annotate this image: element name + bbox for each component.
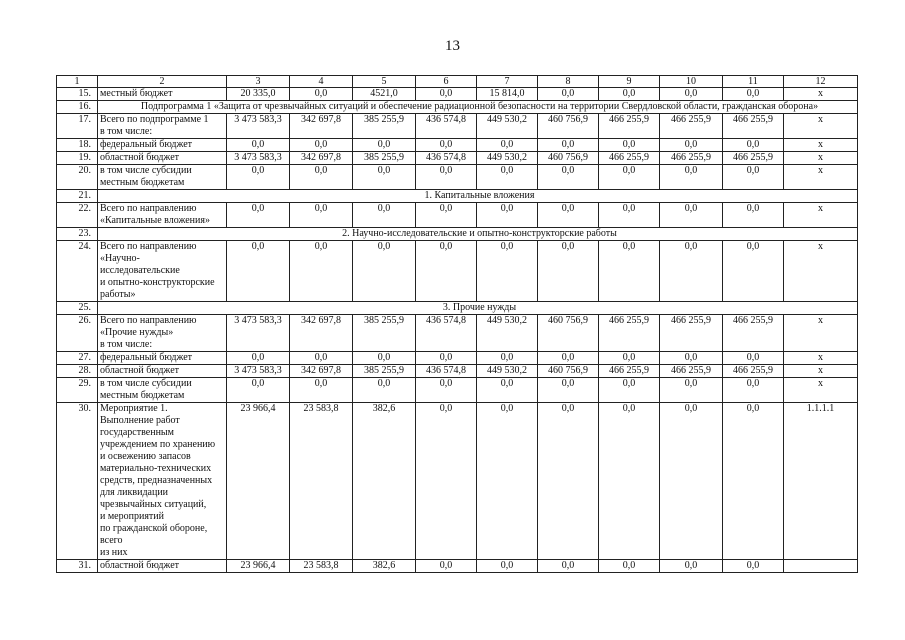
row-number: 16. (57, 101, 98, 114)
amount-cell: 342 697,8 (290, 114, 353, 139)
row-label-line: и освежению запасов (100, 451, 191, 462)
table-row (57, 403, 858, 560)
amount-cell: 0,0 (353, 139, 416, 152)
amount-cell: 466 255,9 (599, 315, 660, 352)
page-number: 13 (445, 38, 460, 54)
row-number: 20. (57, 165, 98, 190)
note-cell: x (784, 152, 858, 165)
column-number: 12 (784, 76, 858, 88)
amount-cell: 342 697,8 (290, 365, 353, 378)
row-label (98, 365, 227, 378)
amount-cell: 0,0 (477, 165, 538, 190)
section-row (57, 228, 858, 241)
row-label-line: работы» (100, 289, 136, 300)
amount-cell: 0,0 (723, 139, 784, 152)
note-cell: x (784, 241, 858, 302)
budget-table (56, 75, 858, 573)
row-label-line: государственным (100, 427, 174, 438)
section-title: 2. Научно-исследовательские и опытно-конструкторские работы (98, 228, 858, 241)
row-label-line: «Научно- (100, 253, 140, 264)
row-label-line: всего (100, 535, 123, 546)
amount-cell: 342 697,8 (290, 152, 353, 165)
amount-cell: 0,0 (660, 378, 723, 403)
amount-cell: 0,0 (227, 352, 290, 365)
amount-cell: 0,0 (723, 203, 784, 228)
row-label (98, 114, 227, 139)
column-number: 11 (723, 76, 784, 88)
amount-cell: 0,0 (353, 165, 416, 190)
row-number: 28. (57, 365, 98, 378)
amount-cell: 466 255,9 (599, 152, 660, 165)
amount-cell: 0,0 (538, 403, 599, 560)
row-label-line: Всего по подпрограмме 1 (100, 114, 209, 125)
row-label (98, 203, 227, 228)
section-title: 3. Прочие нужды (98, 302, 858, 315)
amount-cell: 0,0 (723, 560, 784, 573)
amount-cell: 0,0 (353, 241, 416, 302)
amount-cell: 0,0 (416, 403, 477, 560)
amount-cell: 0,0 (723, 88, 784, 101)
amount-cell: 0,0 (538, 241, 599, 302)
amount-cell: 0,0 (538, 378, 599, 403)
amount-cell: 449 530,2 (477, 365, 538, 378)
amount-cell: 0,0 (416, 378, 477, 403)
row-label-line: федеральный бюджет (100, 352, 193, 363)
amount-cell: 0,0 (227, 378, 290, 403)
row-label-line: Мероприятие 1. (100, 403, 168, 414)
amount-cell: 385 255,9 (353, 152, 416, 165)
section-row (57, 101, 858, 114)
amount-cell: 0,0 (538, 88, 599, 101)
table-row (57, 152, 858, 165)
amount-cell: 0,0 (660, 139, 723, 152)
row-number: 29. (57, 378, 98, 403)
section-title: 1. Капитальные вложения (98, 190, 858, 203)
row-label-line: в том числе субсидии (100, 378, 192, 389)
row-label-line: федеральный бюджет (100, 139, 193, 150)
row-label-line: в том числе: (100, 339, 153, 350)
column-number: 8 (538, 76, 599, 88)
amount-cell: 0,0 (477, 403, 538, 560)
amount-cell: 466 255,9 (660, 152, 723, 165)
note-cell: x (784, 365, 858, 378)
row-label-line: Выполнение работ (100, 415, 180, 426)
amount-cell: 0,0 (723, 378, 784, 403)
row-label-line: в том числе: (100, 126, 153, 137)
column-number: 6 (416, 76, 477, 88)
amount-cell: 0,0 (416, 165, 477, 190)
row-label (98, 352, 227, 365)
row-number: 21. (57, 190, 98, 203)
row-label (98, 139, 227, 152)
table-row (57, 114, 858, 139)
amount-cell: 0,0 (416, 139, 477, 152)
amount-cell: 4521,0 (353, 88, 416, 101)
note-cell: x (784, 114, 858, 139)
row-label-line: местный бюджет (100, 88, 173, 99)
row-label (98, 152, 227, 165)
amount-cell: 466 255,9 (723, 365, 784, 378)
amount-cell: 436 574,8 (416, 315, 477, 352)
amount-cell: 436 574,8 (416, 365, 477, 378)
amount-cell: 0,0 (599, 139, 660, 152)
amount-cell: 0,0 (660, 403, 723, 560)
amount-cell: 460 756,9 (538, 315, 599, 352)
amount-cell: 0,0 (416, 352, 477, 365)
amount-cell: 0,0 (416, 241, 477, 302)
row-number: 27. (57, 352, 98, 365)
amount-cell: 0,0 (227, 241, 290, 302)
amount-cell: 466 255,9 (599, 365, 660, 378)
amount-cell: 449 530,2 (477, 315, 538, 352)
row-label-line: средств, предназначенных (100, 475, 213, 486)
row-label-line: местным бюджетам (100, 390, 185, 401)
table-row (57, 203, 858, 228)
amount-cell: 15 814,0 (477, 88, 538, 101)
row-label-line: Всего по направлению (100, 241, 197, 252)
row-label-line: из них (100, 547, 128, 558)
table-row (57, 165, 858, 190)
amount-cell: 466 255,9 (723, 315, 784, 352)
row-label-line: для ликвидации (100, 487, 169, 498)
row-number: 25. (57, 302, 98, 315)
amount-cell: 0,0 (477, 352, 538, 365)
amount-cell: 385 255,9 (353, 365, 416, 378)
note-cell: x (784, 203, 858, 228)
amount-cell: 0,0 (599, 403, 660, 560)
amount-cell: 20 335,0 (227, 88, 290, 101)
row-number: 26. (57, 315, 98, 352)
row-label (98, 378, 227, 403)
amount-cell: 0,0 (227, 203, 290, 228)
row-number: 17. (57, 114, 98, 139)
amount-cell: 0,0 (416, 88, 477, 101)
table-row (57, 352, 858, 365)
amount-cell: 0,0 (538, 165, 599, 190)
amount-cell: 449 530,2 (477, 152, 538, 165)
amount-cell: 0,0 (290, 203, 353, 228)
column-number: 7 (477, 76, 538, 88)
amount-cell: 0,0 (227, 165, 290, 190)
amount-cell: 0,0 (660, 560, 723, 573)
row-label-line: «Прочие нужды» (100, 327, 174, 338)
amount-cell: 0,0 (290, 88, 353, 101)
row-label-line: по гражданской обороне, (100, 523, 208, 534)
amount-cell: 0,0 (290, 241, 353, 302)
amount-cell: 0,0 (660, 203, 723, 228)
row-label (98, 241, 227, 302)
amount-cell: 0,0 (723, 241, 784, 302)
amount-cell: 0,0 (538, 352, 599, 365)
amount-cell: 466 255,9 (660, 315, 723, 352)
note-cell: x (784, 352, 858, 365)
amount-cell: 385 255,9 (353, 315, 416, 352)
row-number: 24. (57, 241, 98, 302)
amount-cell: 0,0 (290, 378, 353, 403)
amount-cell: 3 473 583,3 (227, 315, 290, 352)
note-cell (784, 560, 858, 573)
amount-cell: 0,0 (477, 241, 538, 302)
amount-cell: 0,0 (599, 352, 660, 365)
table-row (57, 139, 858, 152)
row-number: 22. (57, 203, 98, 228)
column-number: 4 (290, 76, 353, 88)
row-label (98, 88, 227, 101)
amount-cell: 0,0 (660, 165, 723, 190)
row-number: 31. (57, 560, 98, 573)
amount-cell: 460 756,9 (538, 365, 599, 378)
amount-cell: 0,0 (416, 203, 477, 228)
amount-cell: 0,0 (538, 203, 599, 228)
note-cell: 1.1.1.1 (784, 403, 858, 560)
amount-cell: 466 255,9 (599, 114, 660, 139)
amount-cell: 23 966,4 (227, 403, 290, 560)
column-number: 2 (98, 76, 227, 88)
amount-cell: 436 574,8 (416, 114, 477, 139)
table-body (57, 76, 858, 573)
column-number: 1 (57, 76, 98, 88)
amount-cell: 449 530,2 (477, 114, 538, 139)
amount-cell: 0,0 (599, 378, 660, 403)
row-label-line: и мероприятий (100, 511, 164, 522)
amount-cell: 3 473 583,3 (227, 152, 290, 165)
row-number: 18. (57, 139, 98, 152)
row-label (98, 560, 227, 573)
column-number: 5 (353, 76, 416, 88)
amount-cell: 436 574,8 (416, 152, 477, 165)
table-row (57, 365, 858, 378)
row-number: 15. (57, 88, 98, 101)
row-label-line: материально-технических (100, 463, 212, 474)
amount-cell: 0,0 (538, 560, 599, 573)
row-label-line: Всего по направлению (100, 203, 197, 214)
row-label (98, 165, 227, 190)
note-cell: x (784, 315, 858, 352)
amount-cell: 342 697,8 (290, 315, 353, 352)
amount-cell: 0,0 (477, 139, 538, 152)
table-row (57, 315, 858, 352)
amount-cell: 466 255,9 (723, 152, 784, 165)
row-label-line: в том числе субсидии (100, 165, 192, 176)
amount-cell: 23 583,8 (290, 560, 353, 573)
amount-cell: 3 473 583,3 (227, 114, 290, 139)
amount-cell: 0,0 (599, 165, 660, 190)
table-row (57, 378, 858, 403)
row-number: 19. (57, 152, 98, 165)
column-number: 3 (227, 76, 290, 88)
row-label-line: областной бюджет (100, 365, 180, 376)
amount-cell: 3 473 583,3 (227, 365, 290, 378)
row-label-line: Всего по направлению (100, 315, 197, 326)
row-label (98, 403, 227, 560)
amount-cell: 23 583,8 (290, 403, 353, 560)
amount-cell: 0,0 (353, 352, 416, 365)
row-label (98, 315, 227, 352)
amount-cell: 23 966,4 (227, 560, 290, 573)
table-row (57, 88, 858, 101)
amount-cell: 0,0 (723, 403, 784, 560)
amount-cell: 385 255,9 (353, 114, 416, 139)
row-label-line: учреждением по хранению (100, 439, 216, 450)
amount-cell: 0,0 (290, 165, 353, 190)
row-label-line: и опытно-конструкторские (100, 277, 215, 288)
amount-cell: 0,0 (660, 352, 723, 365)
amount-cell: 0,0 (290, 352, 353, 365)
amount-cell: 0,0 (599, 88, 660, 101)
amount-cell: 460 756,9 (538, 152, 599, 165)
amount-cell: 466 255,9 (723, 114, 784, 139)
amount-cell: 0,0 (660, 241, 723, 302)
amount-cell: 0,0 (477, 203, 538, 228)
note-cell: x (784, 378, 858, 403)
note-cell: x (784, 88, 858, 101)
column-number-row (57, 76, 858, 88)
amount-cell: 382,6 (353, 560, 416, 573)
amount-cell: 0,0 (416, 560, 477, 573)
amount-cell: 382,6 (353, 403, 416, 560)
row-number: 30. (57, 403, 98, 560)
row-label-line: чрезвычайных ситуаций, (100, 499, 207, 510)
row-label-line: местным бюджетам (100, 177, 185, 188)
amount-cell: 0,0 (723, 352, 784, 365)
amount-cell: 0,0 (599, 203, 660, 228)
amount-cell: 0,0 (353, 378, 416, 403)
note-cell: x (784, 139, 858, 152)
column-number: 9 (599, 76, 660, 88)
amount-cell: 0,0 (538, 139, 599, 152)
amount-cell: 0,0 (723, 165, 784, 190)
note-cell: x (784, 165, 858, 190)
amount-cell: 0,0 (660, 88, 723, 101)
column-number: 10 (660, 76, 723, 88)
amount-cell: 0,0 (599, 241, 660, 302)
section-row (57, 302, 858, 315)
amount-cell: 466 255,9 (660, 365, 723, 378)
amount-cell: 0,0 (290, 139, 353, 152)
amount-cell: 466 255,9 (660, 114, 723, 139)
table-row (57, 560, 858, 573)
table-row (57, 241, 858, 302)
amount-cell: 0,0 (477, 378, 538, 403)
amount-cell: 0,0 (227, 139, 290, 152)
row-number: 23. (57, 228, 98, 241)
row-label-line: областной бюджет (100, 152, 180, 163)
section-row (57, 190, 858, 203)
amount-cell: 460 756,9 (538, 114, 599, 139)
amount-cell: 0,0 (477, 560, 538, 573)
amount-cell: 0,0 (599, 560, 660, 573)
row-label-line: исследовательские (100, 265, 180, 276)
row-label-line: «Капитальные вложения» (100, 215, 210, 226)
section-title: Подпрограмма 1 «Защита от чрезвычайных ситуаций и обеспечение радиационной безопасности на территории Свердловской области, гражданская оборона» (98, 101, 858, 114)
amount-cell: 0,0 (353, 203, 416, 228)
row-label-line: областной бюджет (100, 560, 180, 571)
